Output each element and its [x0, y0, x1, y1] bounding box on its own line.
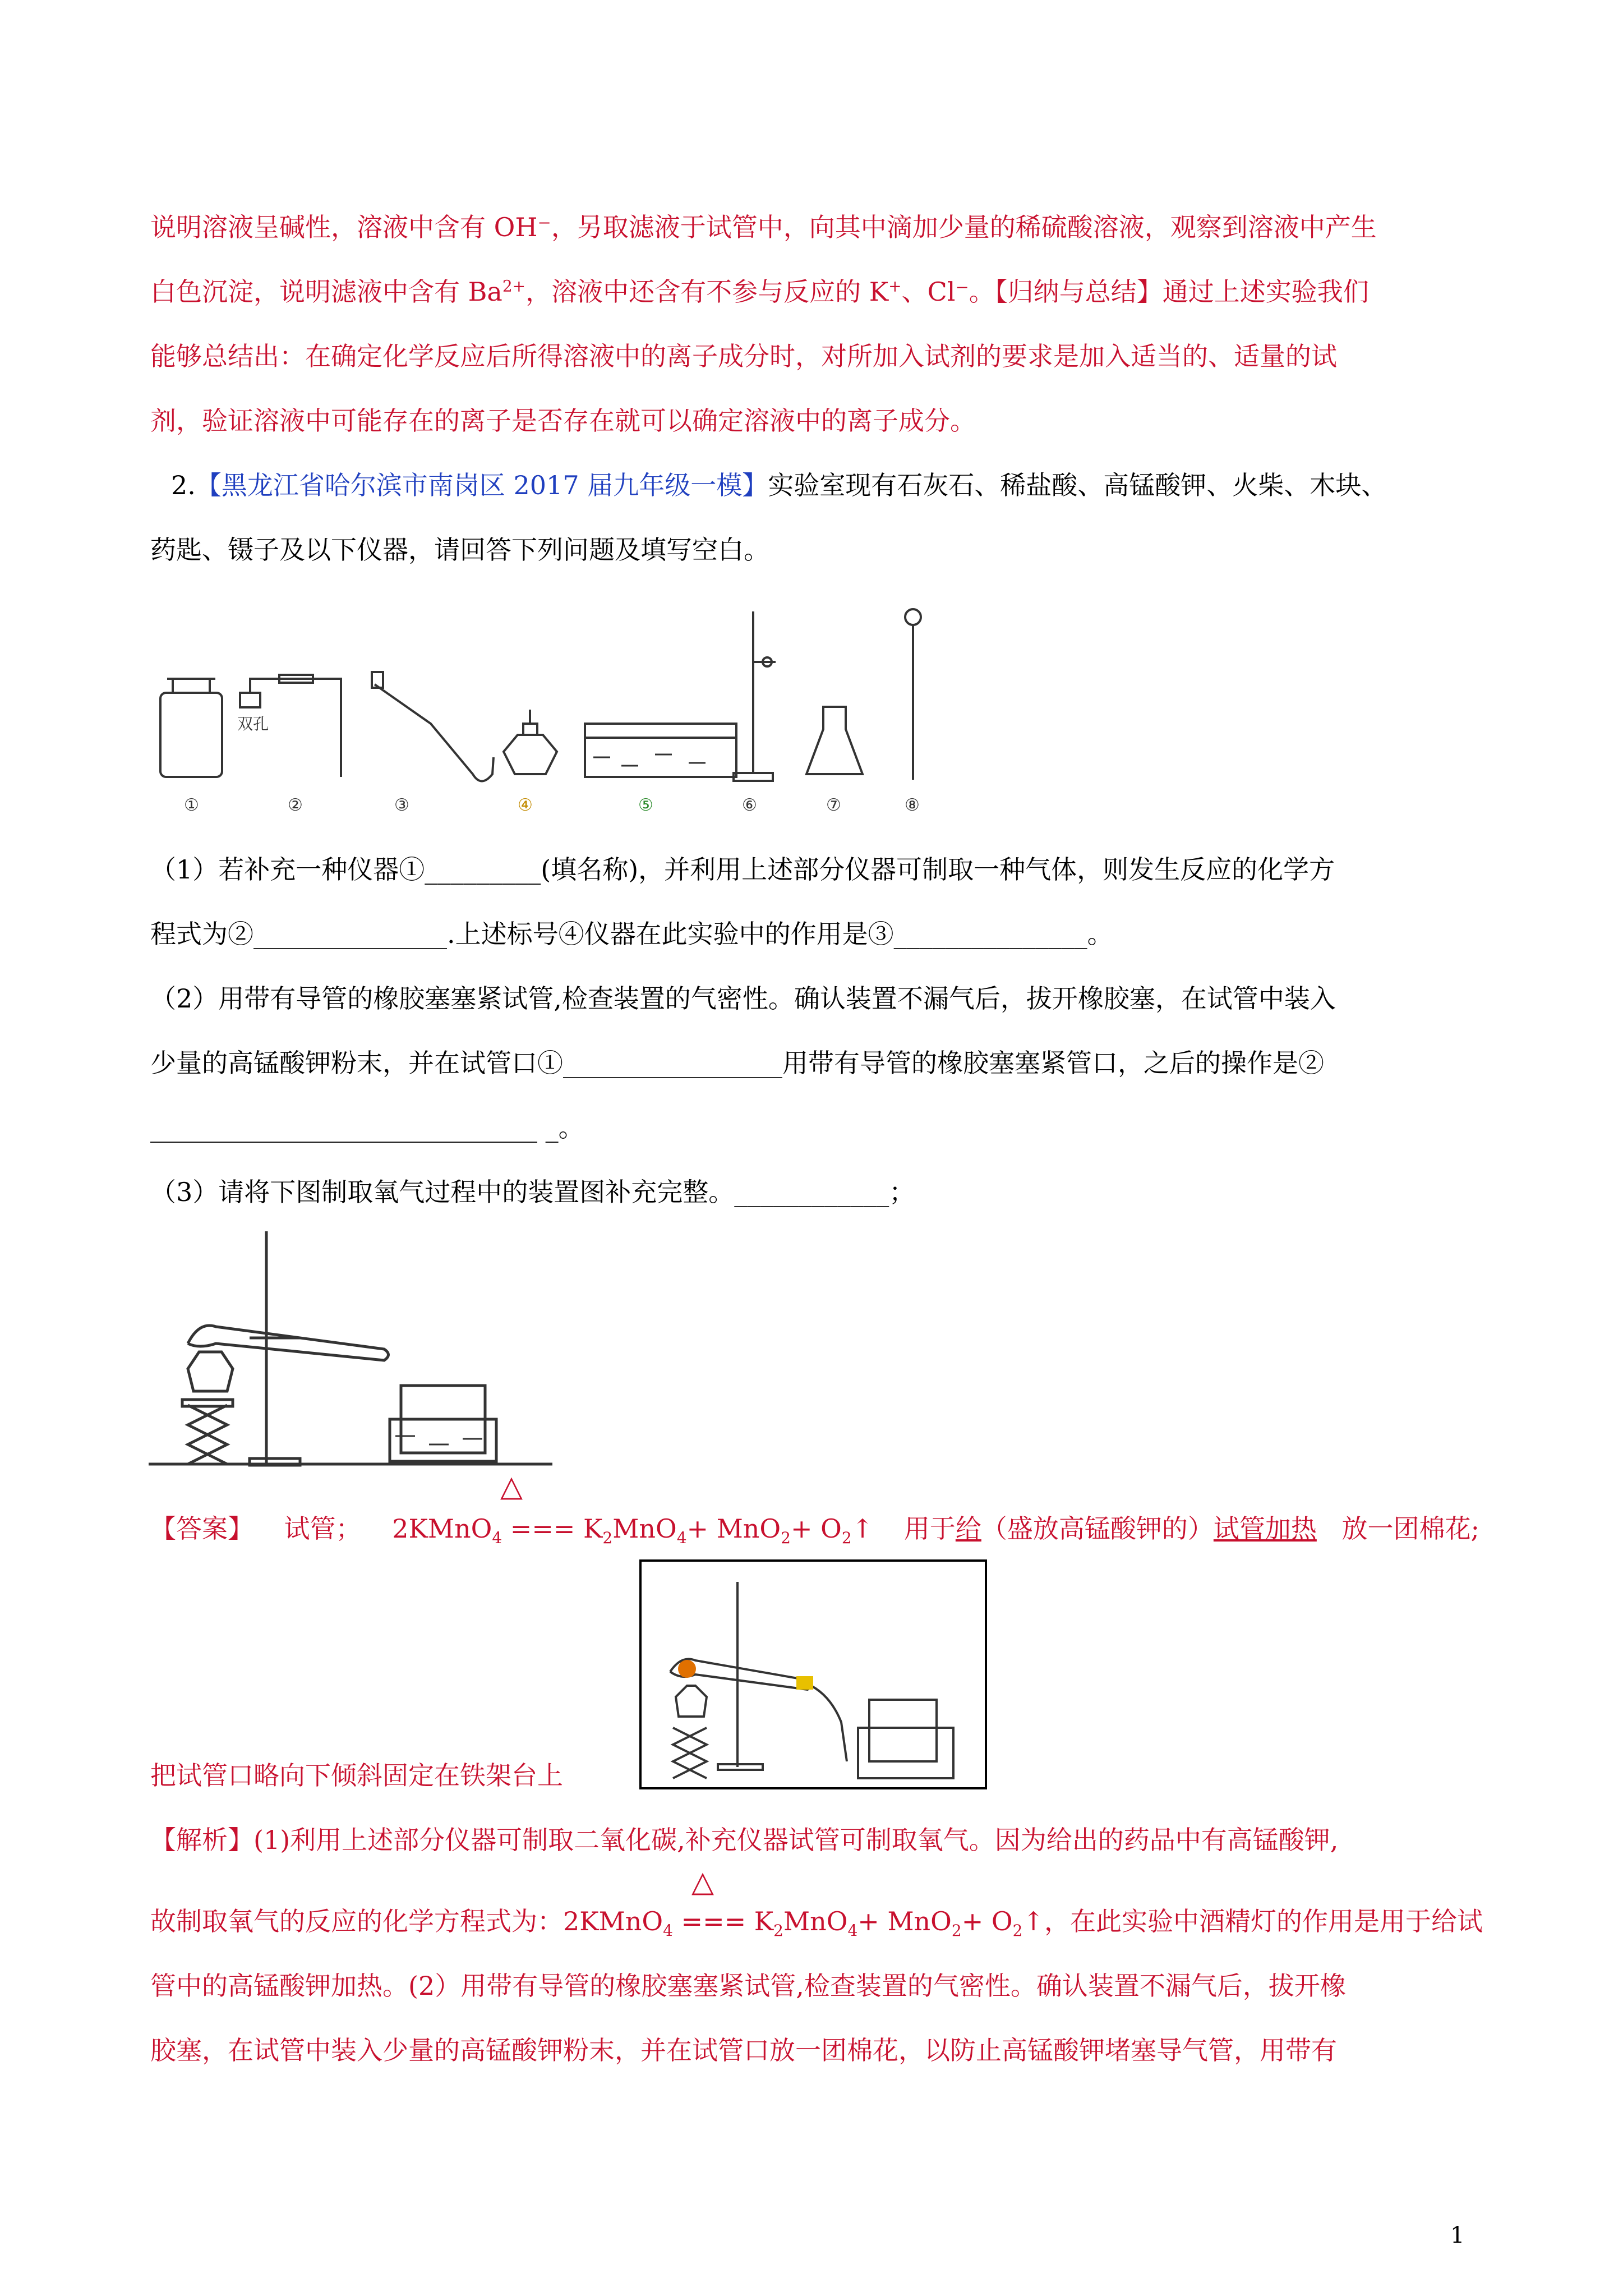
- answer-line: 【答案】 试管； 2KMnO$_4$ === $K_2MnO_4+ MnO_2+$ $O_2↑$ 用于给（盛放高锰酸钾的）试管加热 放一团棉花;: [150, 1513, 1479, 1548]
- question-header: 2.【黑龙江省哈尔滨市南岗区 2017 届九年级一模】实验室现有石灰石、稀盐酸、高锰酸钾、火柴、木块、: [171, 470, 1387, 500]
- part3-line: （3）请将下图制取氧气过程中的装置图补充完整。____________；: [150, 1177, 915, 1207]
- apparatus-label: ③: [394, 795, 409, 815]
- part1-line-1: （1）若补充一种仪器①_________(填名称)，并利用上述部分仪器可制取一种气体，则发生反应的化学方: [150, 854, 1335, 885]
- carryover-line-2: 白色沉淀，说明滤液中含有 $Ba^{2+}$，溶液中还含有不参与反应的 K+、Cl⁻。【归纳与总结】通过上述实验我们: [150, 277, 1369, 307]
- apparatus-label: ④: [518, 795, 533, 815]
- analysis-line-1: 【解析】(1)利用上述部分仪器可制取二氧化碳,补充仪器试管可制取氧气。因为给出的药品中有高锰酸钾,: [150, 1825, 1339, 1855]
- setup-figure-incomplete: [149, 1223, 564, 1475]
- tube-label: 双孔: [237, 715, 269, 733]
- question-stem-line-2: 药匙、镊子及以下仪器，请回答下列问题及填写空白。: [150, 535, 769, 565]
- water-trough-icon: [585, 724, 736, 777]
- gas-bottle-icon: [160, 679, 222, 777]
- conical-flask-icon: [806, 707, 863, 774]
- apparatus-label: ②: [288, 795, 303, 815]
- apparatus-label: ⑧: [905, 795, 920, 815]
- heat-triangle: △: [500, 1470, 523, 1503]
- part2-line-1: （2）用带有导管的橡胶塞塞紧试管,检查装置的气密性。确认装置不漏气后，拔开橡胶塞，在试管中装入: [150, 983, 1336, 1014]
- apparatus-label: ⑥: [742, 795, 757, 815]
- analysis-line-3: 管中的高锰酸钾加热。(2）用带有导管的橡胶塞塞紧试管,检查装置的气密性。确认装置不漏气后，拔开橡: [150, 1971, 1346, 2001]
- bent-tube-icon: [372, 672, 494, 781]
- carryover-line-3: 能够总结出：在确定化学反应后所得溶液中的离子成分时，对所加入试剂的要求是加入适当的、适量的试: [150, 341, 1337, 371]
- alcohol-lamp-icon: [504, 710, 557, 774]
- analysis-heat-triangle: △: [691, 1865, 714, 1899]
- apparatus-label: ⑤: [638, 795, 653, 815]
- part2-line-2: 少量的高锰酸钾粉末，并在试管口①_________________用带有导管的橡胶塞塞紧管口，之后的操作是②: [150, 1048, 1324, 1078]
- analysis-line-4: 胶塞，在试管中装入少量的高锰酸钾粉末，并在试管口放一团棉花，以防止高锰酸钾堵塞导气管，用带有: [150, 2035, 1337, 2065]
- apparatus-label: ①: [184, 795, 199, 815]
- part1-line-2: 程式为②_______________.上述标号④仪器在此实验中的作用是③_______________。: [150, 919, 1113, 949]
- carryover-line-1: 说明溶液呈碱性，溶液中含有 OH⁻，另取滤液于试管中，向其中滴加少量的稀硫酸溶液，观察到溶液中产生: [150, 212, 1377, 242]
- combustion-spoon-icon: [905, 609, 921, 780]
- setup-figure-complete: [639, 1559, 987, 1789]
- answer-label: 【答案】: [150, 1513, 253, 1544]
- answer-equation: 2KMnO$_4$ === $K_2MnO_4+ MnO_2+$ $O_2↑$: [392, 1513, 874, 1548]
- part2-line-3: ______________________________ _。: [150, 1112, 584, 1143]
- analysis-line-2: 故制取氧气的反应的化学方程式为：2KMnO$_4$ === $K_2MnO_4+ MnO_2+$ $O_2↑$，在此实验中酒精灯的作用是用于给试: [150, 1906, 1483, 1940]
- carryover-line-4: 剂，验证溶液中可能存在的离子是否存在就可以确定溶液中的离子成分。: [150, 406, 976, 436]
- apparatus-figure: [150, 595, 963, 819]
- page-number: 1: [1450, 2223, 1465, 2248]
- apparatus-label: ⑦: [826, 795, 841, 815]
- analysis-label: 【解析】: [150, 1825, 253, 1855]
- answer-tail: 把试管口略向下倾斜固定在铁架台上: [150, 1760, 563, 1791]
- iron-stand-icon: [734, 611, 776, 781]
- question-source: 【黑龙江省哈尔滨市南岗区 2017 届九年级一模】: [195, 470, 768, 500]
